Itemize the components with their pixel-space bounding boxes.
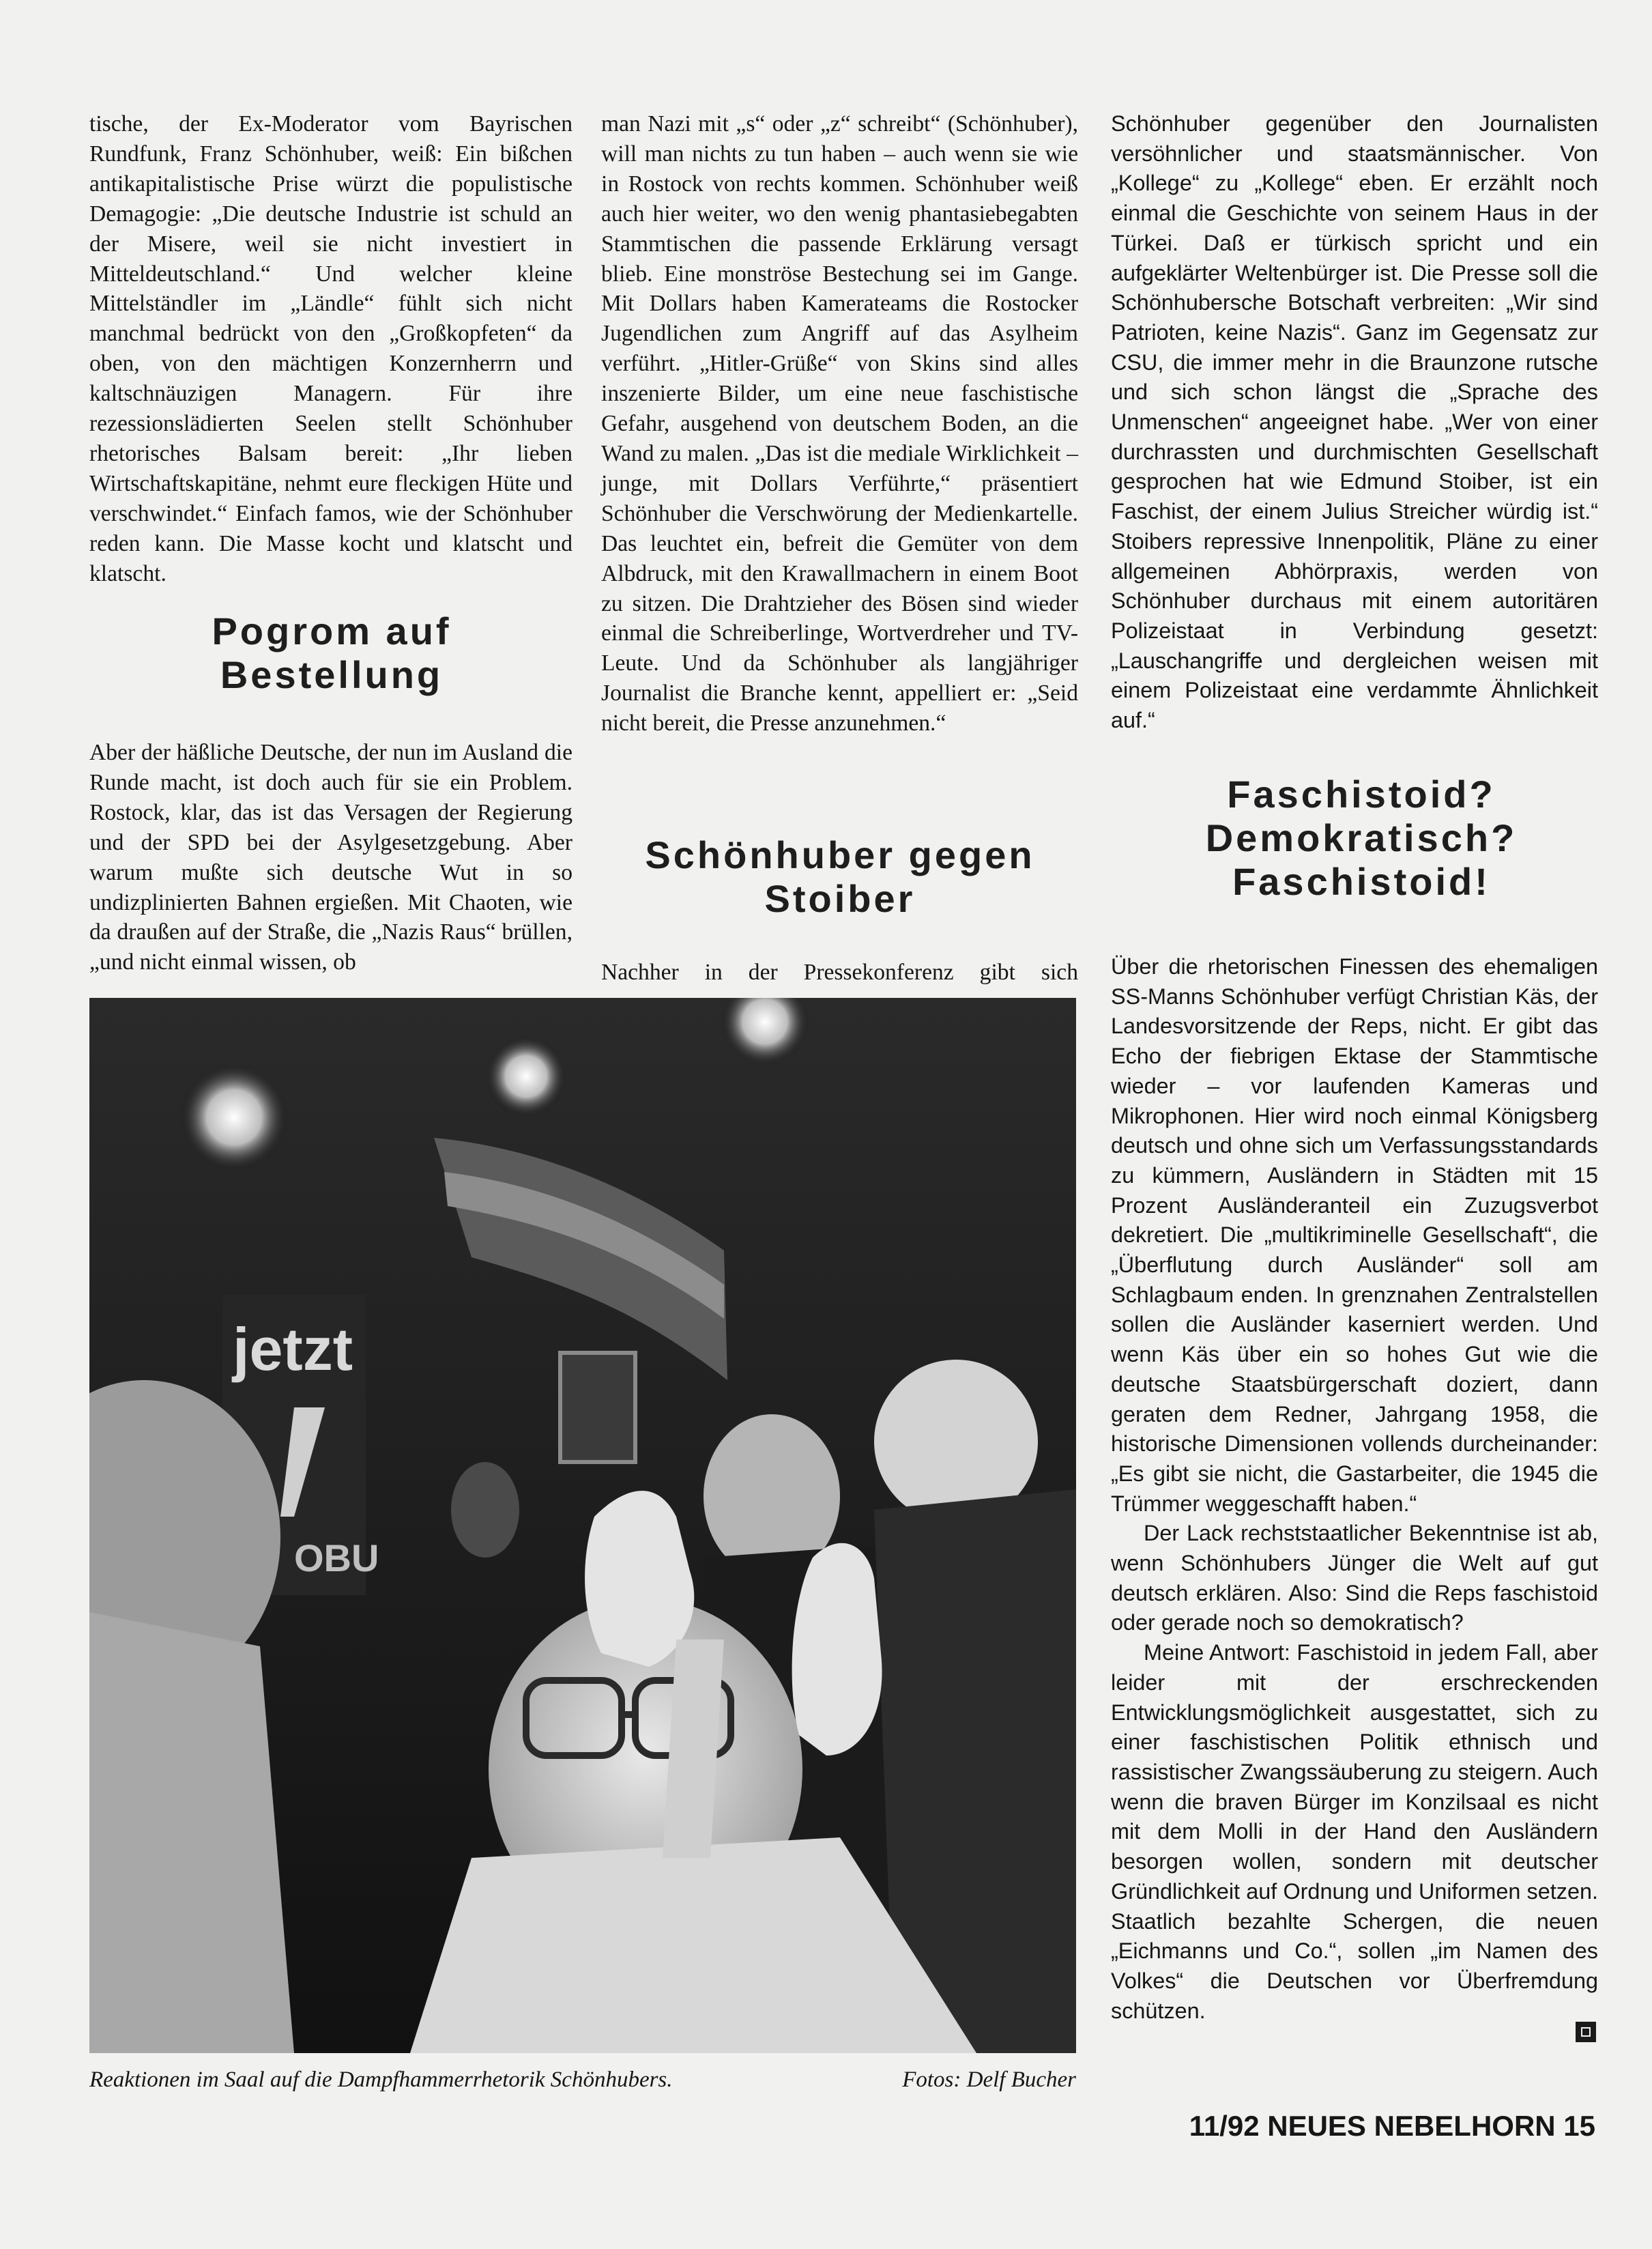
heading-pogrom-auf-bestellung: Pogrom auf Bestellung <box>212 610 452 696</box>
column-3 <box>1111 109 1598 736</box>
column-2-continued <box>601 958 1078 988</box>
heading-schoenhuber-gegen-stoiber: Schönhuber gegen Stoiber <box>645 833 1035 920</box>
end-of-article-icon <box>1576 2022 1596 2042</box>
column-3-continued <box>1111 952 1598 2026</box>
photo-illustration <box>89 998 1076 2053</box>
column-2-paragraph: man Nazi mit „s“ oder „z“ schreibt“ (Schönhuber), will man nichts zu tun haben – auch wenn sie wie in Rostock von rechts kommen. Schönhuber weiß auch hier weiter, wo den wenig phantasiebegabten Stammtischen die passende Erklärung versagt blieb. Eine monströse Bestechung sei im Gange. Mit Dollars haben Kamerateams die Rostocker Jugendlichen zum Angriff auf das Asylheim verführt. „Hitler-Grüße“ von Skins sind alles inszenierte Bilder, um eine neue faschistische Gefahr, ausgehend von deutschem Boden, an die Wand zu malen. „Das ist die mediale Wirklichkeit – junge, mit Dollars Verführte,“ präsentiert Schönhuber die Verschwörung der Medienkartelle. Das leuchtet ein, befreit die Gemüter von dem Albdruck, mit den Krawallmachern in einem Boot zu sitzen. Die Drahtzieher des Bösen sind wieder einmal die Schreiberlinge, Wortverdreher und TV-Leute. Und da Schönhuber als langjähriger Journalist die Branche kennt, appelliert er: „Seid nicht bereit, die Presse anzunehmen.“ <box>601 111 1078 736</box>
column-1 <box>89 109 573 589</box>
ceiling-light <box>179 1063 289 1172</box>
page-footer: 11/92 NEUES NEBELHORN 15 <box>1189 2110 1595 2142</box>
sign-text-lower: OBU <box>294 1536 379 1579</box>
column-2 <box>601 109 1078 739</box>
jetzt-sign-text: jetzt <box>233 1315 353 1383</box>
column-3-paragraph-3: Der Lack rechststaatlicher Bekenntnise ist ab, wenn Schönhubers Jünger die Welt auf gut deutsch erklären. Also: Sind die Reps faschistoid oder gerade noch so demokratisch? <box>1111 1521 1598 1635</box>
column-2-paragraph-2: Nachher in der Pressekonferenz gibt sich <box>601 960 1078 985</box>
photo-caption: Reaktionen im Saal auf die Dampfhammerrhetorik Schönhubers. <box>89 2067 673 2092</box>
column-3-paragraph: Schönhuber gegenüber den Journalisten versöhnlicher und staatsmännischer. Von „Kollege“ zu „Kollege“ eben. Er erzählt noch einmal die Geschichte von seinem Haus in der Türkei. Daß er türkisch spricht und ein aufgeklärter Weltenbürger ist. Die Presse soll die Schönhubersche Botschaft verbreiten: „Wir sind Patrioten, keine Nazis“. Ganz im Gegensatz zur CSU, die immer mehr in die Braunzone rutsche und sich schon längst die „Sprache des Unmenschen“ angeeignet habe. „Wer von einer durchrassten und durchmischten Gesellschaft gesprochen hat wie Edmund Stoiber, ist ein Faschist, der einem Julius Streicher würdig ist.“ Stoibers repressive Innenpolitik, Pläne zu einer allgemeinen Abhörpraxis, werden von Schönhuber durchaus mit einem autoritären Polizeistaat in Verbindung gesetzt: „Lauschangriffe und dergleichen weisen mit einem Polizeistaat eine verdammte Ähnlichkeit auf.“ <box>1111 111 1598 733</box>
photo-credit: Fotos: Delf Bucher <box>902 2067 1076 2092</box>
column-1-paragraph-2: Aber der häßliche Deutsche, der nun im Ausland die Runde macht, ist doch auch für sie ein Problem. Rostock, klar, das ist das Versagen der Regierung und der SPD bei der Asylgesetzgebung. Aber warum mußte sich deutsche Wut in so undizplinierten Bahnen ergießen. Mit Chaoten, wie da draußen auf der Straße, die „Nazis Raus“ brüllen, „und nicht einmal wissen, ob <box>89 740 573 975</box>
ceiling-light <box>485 1035 567 1117</box>
column-3-paragraph-4: Meine Antwort: Faschistoid in jedem Fall, aber leider mit der erschreckenden Entwicklungsmöglichkeit ausgestattet, sich zu einer faschistischen Politik ethnisch und rassistischer Zwangssäuberung zu steigern. Auch wenn die braven Bürger im Konzilsaal es nicht mit dem Molli in der Hand den Ausländern besorgen wollen, sondern mit deutscher Gründlichkeit auf Ordnung und Uniformen setzen. Staatlich bezahlte Schergen, die neuen „Eichmanns und Co.“, sollen „im Namen des Volkes“ die Deutschen vor Überfremdung schützen. <box>1111 1640 1598 2023</box>
column-1-continued <box>89 738 573 977</box>
photo-audience-reaction <box>89 998 1076 2053</box>
column-3-paragraph-2: Über die rhetorischen Finessen des ehemaligen SS-Manns Schönhuber verfügt Christian Käs, der Landesvorsitzende der Reps, nicht. Er gibt das Echo der fiebrigen Ektase der Stammtische wieder – vor laufenden Kameras und Mikrophonen. Hier wird noch einmal Königsberg deutsch und ohne sich um Verfassungsstandards zu kümmern, Ausländern in Städten mit 15 Prozent Ausländeranteil ein Zuzugsverbot dekretiert. Die „multikriminelle Gesellschaft“, die „Überflutung durch Ausländer“ soll am Schlagbaum enden. In grenznahen Zentralstellen sollen die Ausländer kaserniert werden. Und wenn Käs über ein so hohes Gut wie die deutsche Staatsbürgerschaft doziert, dann geraten dem Redner, Jahrgang 1958, die historische Dimensionen vollends durcheinander: „Es gibt sie nicht, die Gastarbeiter, die 1945 die Trümmer weggeschafft haben.“ <box>1111 954 1598 1516</box>
column-1-paragraph: tische, der Ex-Moderator vom Bayrischen Rundfunk, Franz Schönhuber, weiß: Ein bißchen antikapitalistische Prise würzt die populistische Demagogie: „Die deutsche Industrie ist schuld an der Misere, weil sie nicht investiert in Mitteldeutschland.“ Und welcher kleine Mittelständler im „Ländle“ fühlt sich nicht manchmal bedrückt von den „Großkopfeten“ da oben, von den mächtigen Konzernherrn und kaltschnäuzigen Managern. Für ihre rezessionslädierten Seelen stellt Schönhuber rhetorisches Balsam bereit: „Ihr lieben Wirtschaftskapitäne, nehmt eure fleckigen Hüte und verschwindet.“ Einfach famos, wie der Schönhuber reden kann. Die Masse kocht und klatscht und klatscht. <box>89 111 573 586</box>
heading-faschistoid: Faschistoid? Demokratisch? Faschistoid! <box>1205 773 1518 903</box>
